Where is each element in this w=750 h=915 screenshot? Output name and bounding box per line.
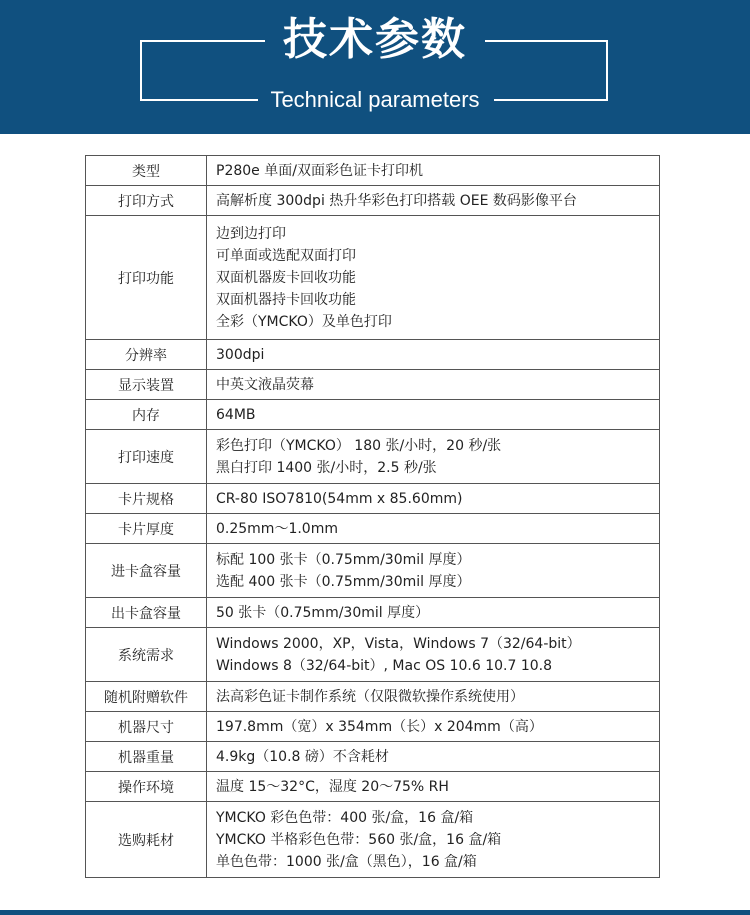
spec-label: 内存 bbox=[86, 400, 207, 430]
spec-label: 卡片规格 bbox=[86, 484, 207, 514]
spec-value bbox=[207, 430, 660, 484]
spec-row bbox=[86, 216, 660, 340]
spec-row bbox=[86, 400, 660, 430]
spec-label: 进卡盒容量 bbox=[86, 544, 207, 598]
spec-value bbox=[207, 370, 660, 400]
spec-label: 出卡盒容量 bbox=[86, 598, 207, 628]
spec-value-line: CR-80 ISO7810(54mm x 85.60mm) bbox=[216, 490, 463, 507]
spec-label: 显示装置 bbox=[86, 370, 207, 400]
spec-table bbox=[85, 155, 660, 878]
spec-value bbox=[207, 712, 660, 742]
spec-value-line: 197.8mm（宽）x 354mm（长）x 204mm（高） bbox=[216, 718, 543, 735]
spec-value-line: 高解析度 300dpi 热升华彩色打印搭载 OEE 数码影像平台 bbox=[216, 192, 577, 209]
spec-value bbox=[207, 772, 660, 802]
spec-row bbox=[86, 544, 660, 598]
spec-value-line: 双面机器持卡回收功能 bbox=[216, 291, 356, 308]
bottom-rule bbox=[0, 910, 750, 915]
spec-row bbox=[86, 186, 660, 216]
spec-label: 类型 bbox=[86, 156, 207, 186]
spec-value bbox=[207, 484, 660, 514]
spec-label: 机器重量 bbox=[86, 742, 207, 772]
spec-value-line: 4.9kg（10.8 磅）不含耗材 bbox=[216, 748, 389, 765]
spec-row bbox=[86, 514, 660, 544]
spec-value-line: 法高彩色证卡制作系统（仅限微软操作系统使用） bbox=[216, 688, 524, 705]
spec-value-line: YMCKO 彩色色带：400 张/盒，16 盒/箱 bbox=[216, 809, 474, 826]
spec-value bbox=[207, 598, 660, 628]
spec-label: 随机附赠软件 bbox=[86, 682, 207, 712]
spec-value-line: 选配 400 张卡（0.75mm/30mil 厚度） bbox=[216, 573, 471, 590]
spec-row bbox=[86, 682, 660, 712]
spec-value bbox=[207, 156, 660, 186]
spec-value bbox=[207, 544, 660, 598]
title-frame-line-right bbox=[494, 99, 608, 101]
spec-value-line: 温度 15～32°C，湿度 20～75% RH bbox=[216, 778, 449, 795]
spec-value-line: P280e 单面/双面彩色证卡打印机 bbox=[216, 162, 423, 179]
spec-value-line: 单色色带：1000 张/盒（黑色），16 盒/箱 bbox=[216, 853, 477, 870]
spec-value-line: 0.25mm～1.0mm bbox=[216, 520, 338, 537]
spec-row bbox=[86, 340, 660, 370]
spec-value-line: 边到边打印 bbox=[216, 225, 286, 242]
spec-value bbox=[207, 216, 660, 340]
spec-row bbox=[86, 628, 660, 682]
spec-row bbox=[86, 156, 660, 186]
spec-value-line: 64MB bbox=[216, 406, 256, 423]
page-title: 技术参数 bbox=[265, 8, 485, 72]
spec-row bbox=[86, 430, 660, 484]
spec-value bbox=[207, 682, 660, 712]
spec-row bbox=[86, 802, 660, 878]
header-banner bbox=[0, 0, 750, 134]
spec-label: 打印方式 bbox=[86, 186, 207, 216]
spec-value-line: 全彩（YMCKO）及单色打印 bbox=[216, 313, 392, 330]
spec-row bbox=[86, 484, 660, 514]
spec-value-line: YMCKO 半格彩色色带：560 张/盒，16 盒/箱 bbox=[216, 831, 502, 848]
spec-value-line: 50 张卡（0.75mm/30mil 厚度） bbox=[216, 604, 430, 621]
spec-label: 选购耗材 bbox=[86, 802, 207, 878]
spec-label: 机器尺寸 bbox=[86, 712, 207, 742]
spec-value-line: 双面机器废卡回收功能 bbox=[216, 269, 356, 286]
spec-value bbox=[207, 802, 660, 878]
spec-row bbox=[86, 598, 660, 628]
spec-value-line: 彩色打印（YMCKO） 180 张/小时，20 秒/张 bbox=[216, 437, 502, 454]
spec-label: 打印速度 bbox=[86, 430, 207, 484]
spec-value bbox=[207, 400, 660, 430]
spec-value-line: 可单面或选配双面打印 bbox=[216, 247, 356, 264]
spec-value bbox=[207, 340, 660, 370]
spec-row bbox=[86, 712, 660, 742]
spec-value-line: Windows 8（32/64-bit）, Mac OS 10.6 10.7 10.8 bbox=[216, 657, 552, 674]
spec-value-line: 黑白打印 1400 张/小时，2.5 秒/张 bbox=[216, 459, 437, 476]
spec-label: 卡片厚度 bbox=[86, 514, 207, 544]
spec-label: 分辨率 bbox=[86, 340, 207, 370]
spec-value bbox=[207, 514, 660, 544]
spec-value-line: 300dpi bbox=[216, 346, 265, 363]
spec-row bbox=[86, 772, 660, 802]
spec-value bbox=[207, 742, 660, 772]
spec-label: 打印功能 bbox=[86, 216, 207, 340]
title-frame-line-left bbox=[140, 99, 258, 101]
spec-label: 系统需求 bbox=[86, 628, 207, 682]
spec-label: 操作环境 bbox=[86, 772, 207, 802]
spec-value bbox=[207, 628, 660, 682]
spec-row bbox=[86, 742, 660, 772]
spec-value-line: 标配 100 张卡（0.75mm/30mil 厚度） bbox=[216, 551, 471, 568]
spec-value-line: Windows 2000，XP，Vista，Windows 7（32/64-bit） bbox=[216, 635, 581, 652]
spec-value bbox=[207, 186, 660, 216]
spec-row bbox=[86, 370, 660, 400]
spec-value-line: 中英文液晶荧幕 bbox=[216, 376, 314, 393]
page-subtitle: Technical parameters bbox=[270, 87, 480, 112]
